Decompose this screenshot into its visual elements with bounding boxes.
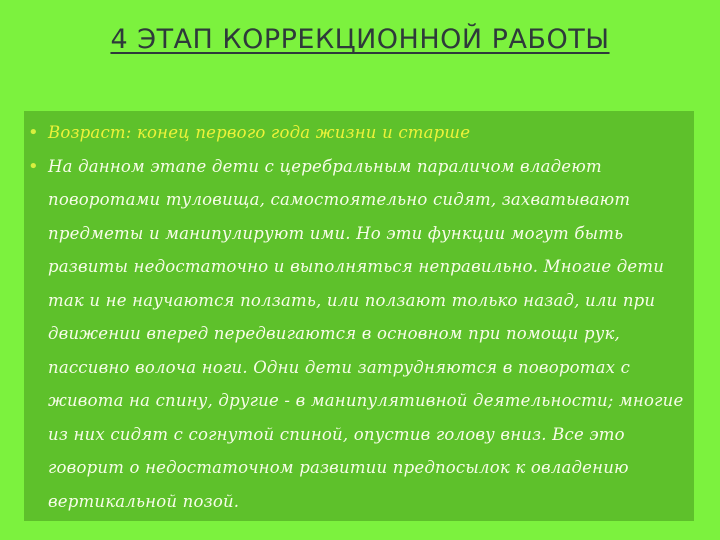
bullet-list xyxy=(28,116,692,518)
bullet-item-description xyxy=(28,150,692,519)
bullet-text-description: На данном этапе дети с церебральным параличом владеют поворотами туловища, самостоятельно сидят, захватывают предметы и манипулируют ими. Но эти функции могут быть развиты недостаточно и выполняться неправильно. Многие дети так и не научаются ползать, или ползают только назад, или при движении вперед передвигаются в основном при помощи рук, пассивно волоча ноги. Одни дети затрудняются в поворотах с живота на спину, другие - в манипулятивной деятельности; многие из них сидят с согнутой спиной, опустив голову вниз. Все это говорит о недостаточном развитии предпосылок к овладению вертикальной позой. xyxy=(48,156,684,511)
bullet-dot-icon: • xyxy=(28,155,39,177)
bullet-dot-icon: • xyxy=(28,122,39,143)
slide-title: 4 ЭТАП КОРРЕКЦИОННОЙ РАБОТЫ xyxy=(110,24,610,55)
bullet-item-age xyxy=(28,116,692,150)
bullet-text-age: Возраст: конец первого года жизни и старше xyxy=(48,123,471,142)
